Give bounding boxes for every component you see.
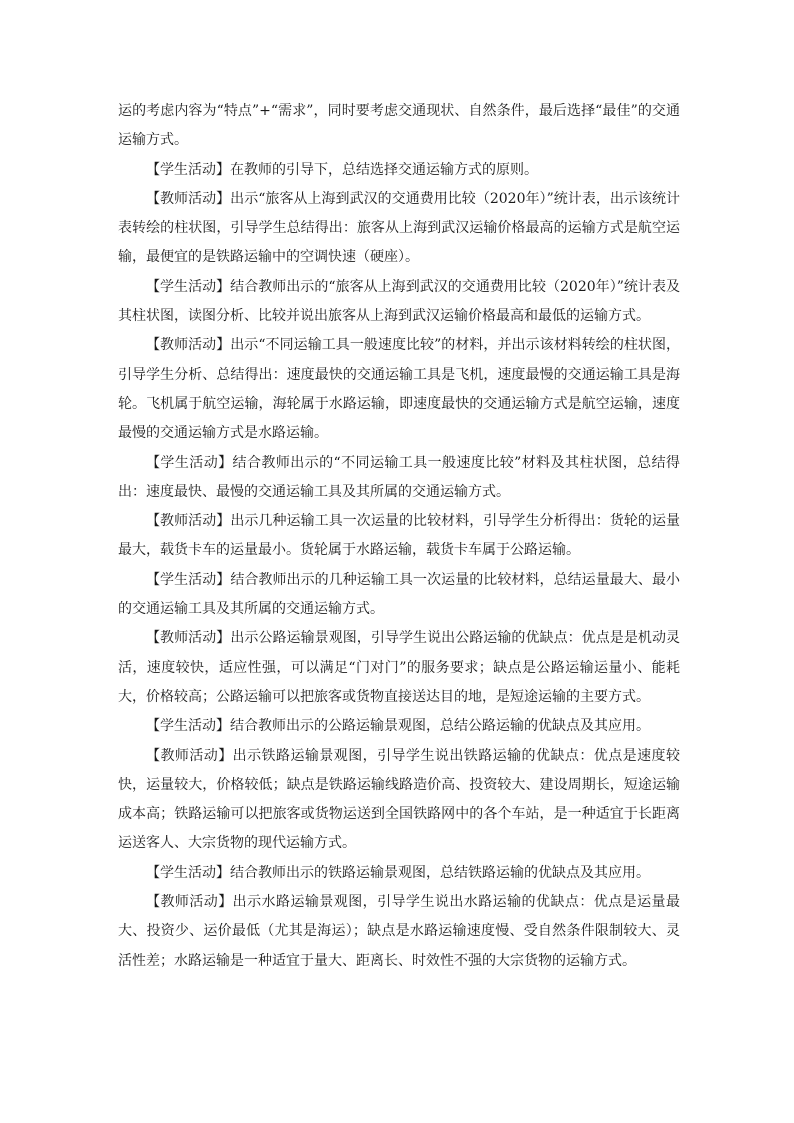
paragraph-teacher-activity: 【教师活动】出示几种运输工具一次运量的比较材料，引导学生分析得出：货轮的运量最大，载货卡车的运量最小。货轮属于水路运输，载货卡车属于公路运输。 [118,513,680,559]
paragraph-student-activity: 【学生活动】结合教师出示的“不同运输工具一般速度比较”材料及其柱状图，总结得出：速度最快、最慢的交通运输工具及其所属的交通运输方式。 [118,454,680,500]
document-body [118,97,680,976]
paragraph-student-activity: 【学生活动】结合教师出示的几种运输工具一次运量的比较材料，总结运量最大、最小的交通运输工具及其所属的交通运输方式。 [118,571,680,618]
paragraph-student-activity: 【学生活动】结合教师出示的铁路运输景观图，总结铁路运输的优缺点及其应用。 [146,864,650,881]
paragraph-teacher-activity: 【教师活动】出示“不同运输工具一般速度比较”的材料，并出示该材料转绘的柱状图，引导学生分析、总结得出：速度最快的交通运输工具是飞机，速度最慢的交通运输工具是海轮。飞机属于航空运输，海轮属于水路运输，即速度最快的交通运输方式是航空运输，速度最慢的交通运输方式是水路运输。 [118,337,680,442]
paragraph-student-activity: 【学生活动】结合教师出示的公路运输景观图，总结公路运输的优缺点及其应用。 [146,718,650,735]
paragraph-teacher-activity: 【教师活动】出示铁路运输景观图，引导学生说出铁路运输的优缺点：优点是速度较快，运量较大，价格较低；缺点是铁路运输线路造价高、投资较大、建设周期长，短途运输成本高；铁路运输可以把旅客或货物运送到全国铁路网中的各个车站，是一种适宜于长距离运送客人、大宗货物的现代运输方式。 [118,747,680,852]
paragraph-student-activity: 【学生活动】结合教师出示的“旅客从上海到武汉的交通费用比较（2020年）”统计表及其柱状图，读图分析、比较并说出旅客从上海到武汉运输价格最高和最低的运输方式。 [118,278,680,325]
paragraph-continuation: 运的考虑内容为“特点”+“需求”，同时要考虑交通现状、自然条件，最后选择“最佳”的交通运输方式。 [118,103,680,149]
paragraph-student-activity: 【学生活动】在教师的引导下，总结选择交通运输方式的原则。 [146,161,538,178]
paragraph-teacher-activity: 【教师活动】出示水路运输景观图，引导学生说出水路运输的优缺点：优点是运量最大、投资少、运价最低（尤其是海运）；缺点是水路运输速度慢、受自然条件限制较大、灵活性差；水路运输是一种适宜于量大、距离长、时效性不强的大宗货物的运输方式。 [118,894,680,969]
paragraph-teacher-activity: 【教师活动】出示公路运输景观图，引导学生说出公路运输的优缺点：优点是是机动灵活，速度较快，适应性强，可以满足“门对门”的服务要求；缺点是公路运输运量小、能耗大，价格较高；公路运输可以把旅客或货物直接送达目的地，是短途运输的主要方式。 [118,630,680,705]
paragraph-teacher-activity: 【教师活动】出示“旅客从上海到武汉的交通费用比较（2020年）”统计表，出示该统计表转绘的柱状图，引导学生总结得出：旅客从上海到武汉运输价格最高的运输方式是航空运输，最便宜的是铁路运输中的空调快速（硬座）。 [118,190,680,266]
